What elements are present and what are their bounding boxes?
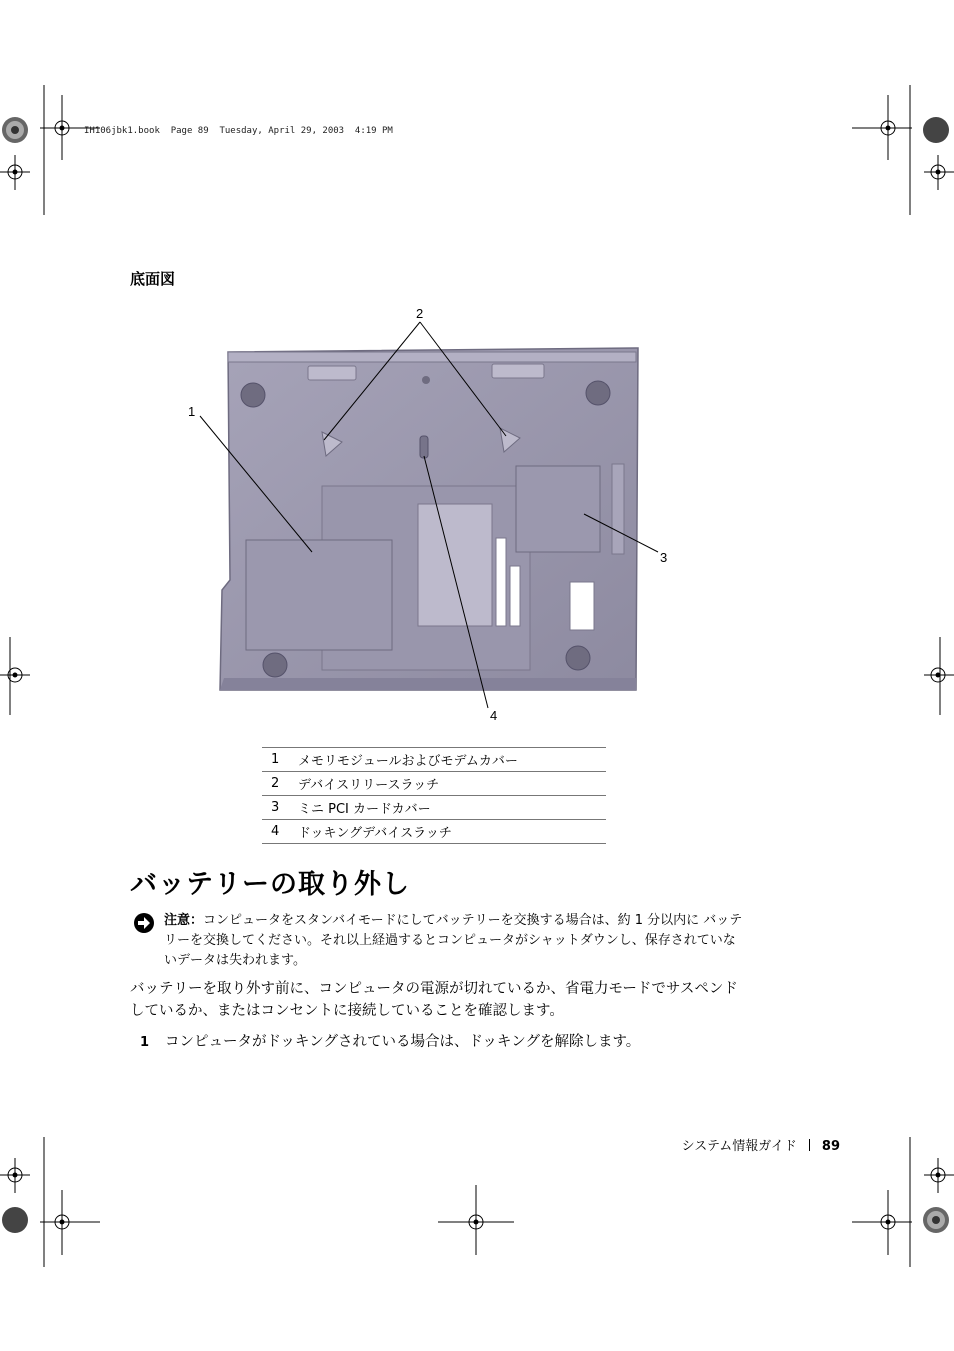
- legend-number: 3: [262, 796, 298, 820]
- step-item: [130, 1031, 745, 1054]
- notice-text: [164, 911, 744, 971]
- legend-row: [262, 748, 606, 772]
- legend-text: ミニ PCI カードカバー: [298, 796, 606, 820]
- legend-text: デバイスリリースラッチ: [298, 772, 606, 796]
- step-number: 1: [140, 1035, 150, 1050]
- notice-label: 注意：: [164, 913, 204, 928]
- print-header: IH106jbk1.book Page 89 Tuesday, April 29, 2003 4:19 PM: [84, 126, 393, 136]
- callout-2: 2: [416, 306, 424, 321]
- figure-legend-table: [262, 747, 606, 844]
- page-heading: バッテリーの取り外し: [130, 869, 410, 900]
- notice-arrow-icon: [133, 912, 155, 934]
- step-text: コンピュータがドッキングされている場合は、ドッキングを解除します。: [165, 1034, 641, 1050]
- legend-text: ドッキングデバイスラッチ: [298, 820, 606, 844]
- legend-text: メモリモジュールおよびモデムカバー: [298, 748, 606, 772]
- footer-separator: [809, 1139, 810, 1151]
- legend-number: 2: [262, 772, 298, 796]
- callout-1: 1: [188, 404, 196, 419]
- page-footer: [600, 1135, 840, 1154]
- legend-number: 1: [262, 748, 298, 772]
- legend-number: 4: [262, 820, 298, 844]
- legend-row: [262, 772, 606, 796]
- callout-3: 3: [660, 550, 668, 565]
- laptop-bottom-view-figure: [180, 300, 680, 730]
- legend-row: [262, 820, 606, 844]
- footer-title: システム情報ガイド: [681, 1139, 797, 1154]
- page-number: 89: [821, 1139, 840, 1154]
- section-label: 底面図: [130, 270, 176, 288]
- notice-body: コンピュータをスタンバイモードにしてバッテリーを交換する場合は、約 1 分以内に バッテリーを交換してください。それ以上経過するとコンピュータがシャットダウンし、保存されていないデータは失われます。: [164, 913, 743, 968]
- body-paragraph: バッテリーを取り外す前に、コンピュータの電源が切れているか、省電力モードでサスペンドしているか、またはコンセントに接続していることを確認します。: [130, 981, 738, 1019]
- legend-row: [262, 796, 606, 820]
- callout-4: 4: [490, 708, 498, 723]
